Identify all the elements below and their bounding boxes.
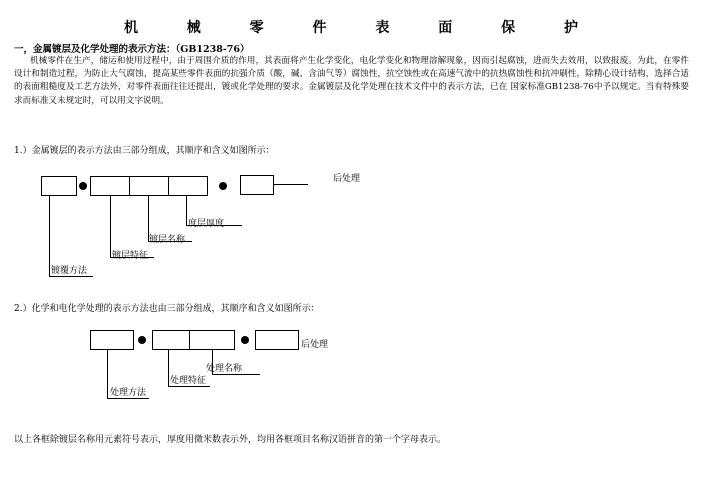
item1-description: 1.）金属镀层的表示方法由三部分组成，其顺序和含义如图所示： [14, 146, 275, 156]
separator-dot [219, 182, 227, 190]
name-box [129, 176, 169, 196]
separator-dot [138, 336, 146, 344]
method-box [41, 176, 77, 196]
post-treatment-box [255, 330, 299, 350]
thickness-box [168, 176, 208, 196]
leader-line [274, 184, 308, 185]
treatment-method-label: 处理方法 [110, 388, 147, 398]
section-heading: 一，金属镀层及化学处理的表示方法：（GB1238-76） [14, 44, 250, 55]
paragraph-line: 在高速气流中的抗热腐蚀性和抗冲刷性，除精心设计结构，选择合适的表面粗糙度及工艺方法外，对零件表面往往还提出，镀或化学处理的要 [14, 69, 689, 93]
leader-line [49, 196, 50, 276]
leader-line [168, 350, 169, 386]
feature-box [90, 176, 130, 196]
leader-line [186, 196, 187, 225]
treatment-name-label: 处理名称 [206, 364, 243, 374]
paragraph-line: 去效用，以致报废。为此，在零件设计和制造过程，为防止大气腐蚀，提高某些零件表面的抗强介质（酸，碱，含油气等）腐蚀性，抗空蚀性或 [14, 56, 689, 80]
post-treatment-label: 后处理 [301, 340, 329, 350]
plating-name-label: 镀层名称 [149, 235, 186, 245]
thickness-label: 度层厚度 [188, 219, 225, 229]
feature-box [152, 330, 190, 350]
footnote: 以上各框除镀层名称用元素符号表示，厚度用微米数表示外，均用各框项目名称汉语拼音的第一个字母表示。 [14, 435, 447, 445]
item2-description: 2.）化学和电化学处理的表示方法也由三部分组成，其顺序和含义如图所示： [14, 304, 320, 314]
separator-dot [241, 336, 249, 344]
leader-line [110, 196, 111, 257]
leader-line [107, 350, 108, 398]
post-treatment-label: 后处理 [333, 174, 361, 184]
treatment-feature-label: 处理特征 [170, 376, 207, 386]
method-box [90, 330, 134, 350]
plating-method-label: 镀覆方法 [51, 266, 88, 276]
paragraph-line: 求。金属镀层及化学处理在技术文件中的表示方法，已在 国家标准GB1238-76中予以规定。当有特殊要求而标准又未规定时，可以用文字说明。 [14, 82, 689, 106]
paragraph-line: 机械零件在生产，储运和使用过程中，由于周围介质的作用，其表面将产生化学变化，电化学变化和物理溶解现象，因而引起腐蚀，进而失 [30, 56, 559, 66]
intro-paragraph [14, 55, 689, 108]
separator-dot [79, 182, 87, 190]
page-title: 机 械 零 件 表 面 保 护 [123, 20, 601, 36]
plating-feature-label: 镀层特征 [112, 251, 149, 261]
name-box [189, 330, 235, 350]
post-treatment-box [240, 175, 274, 195]
